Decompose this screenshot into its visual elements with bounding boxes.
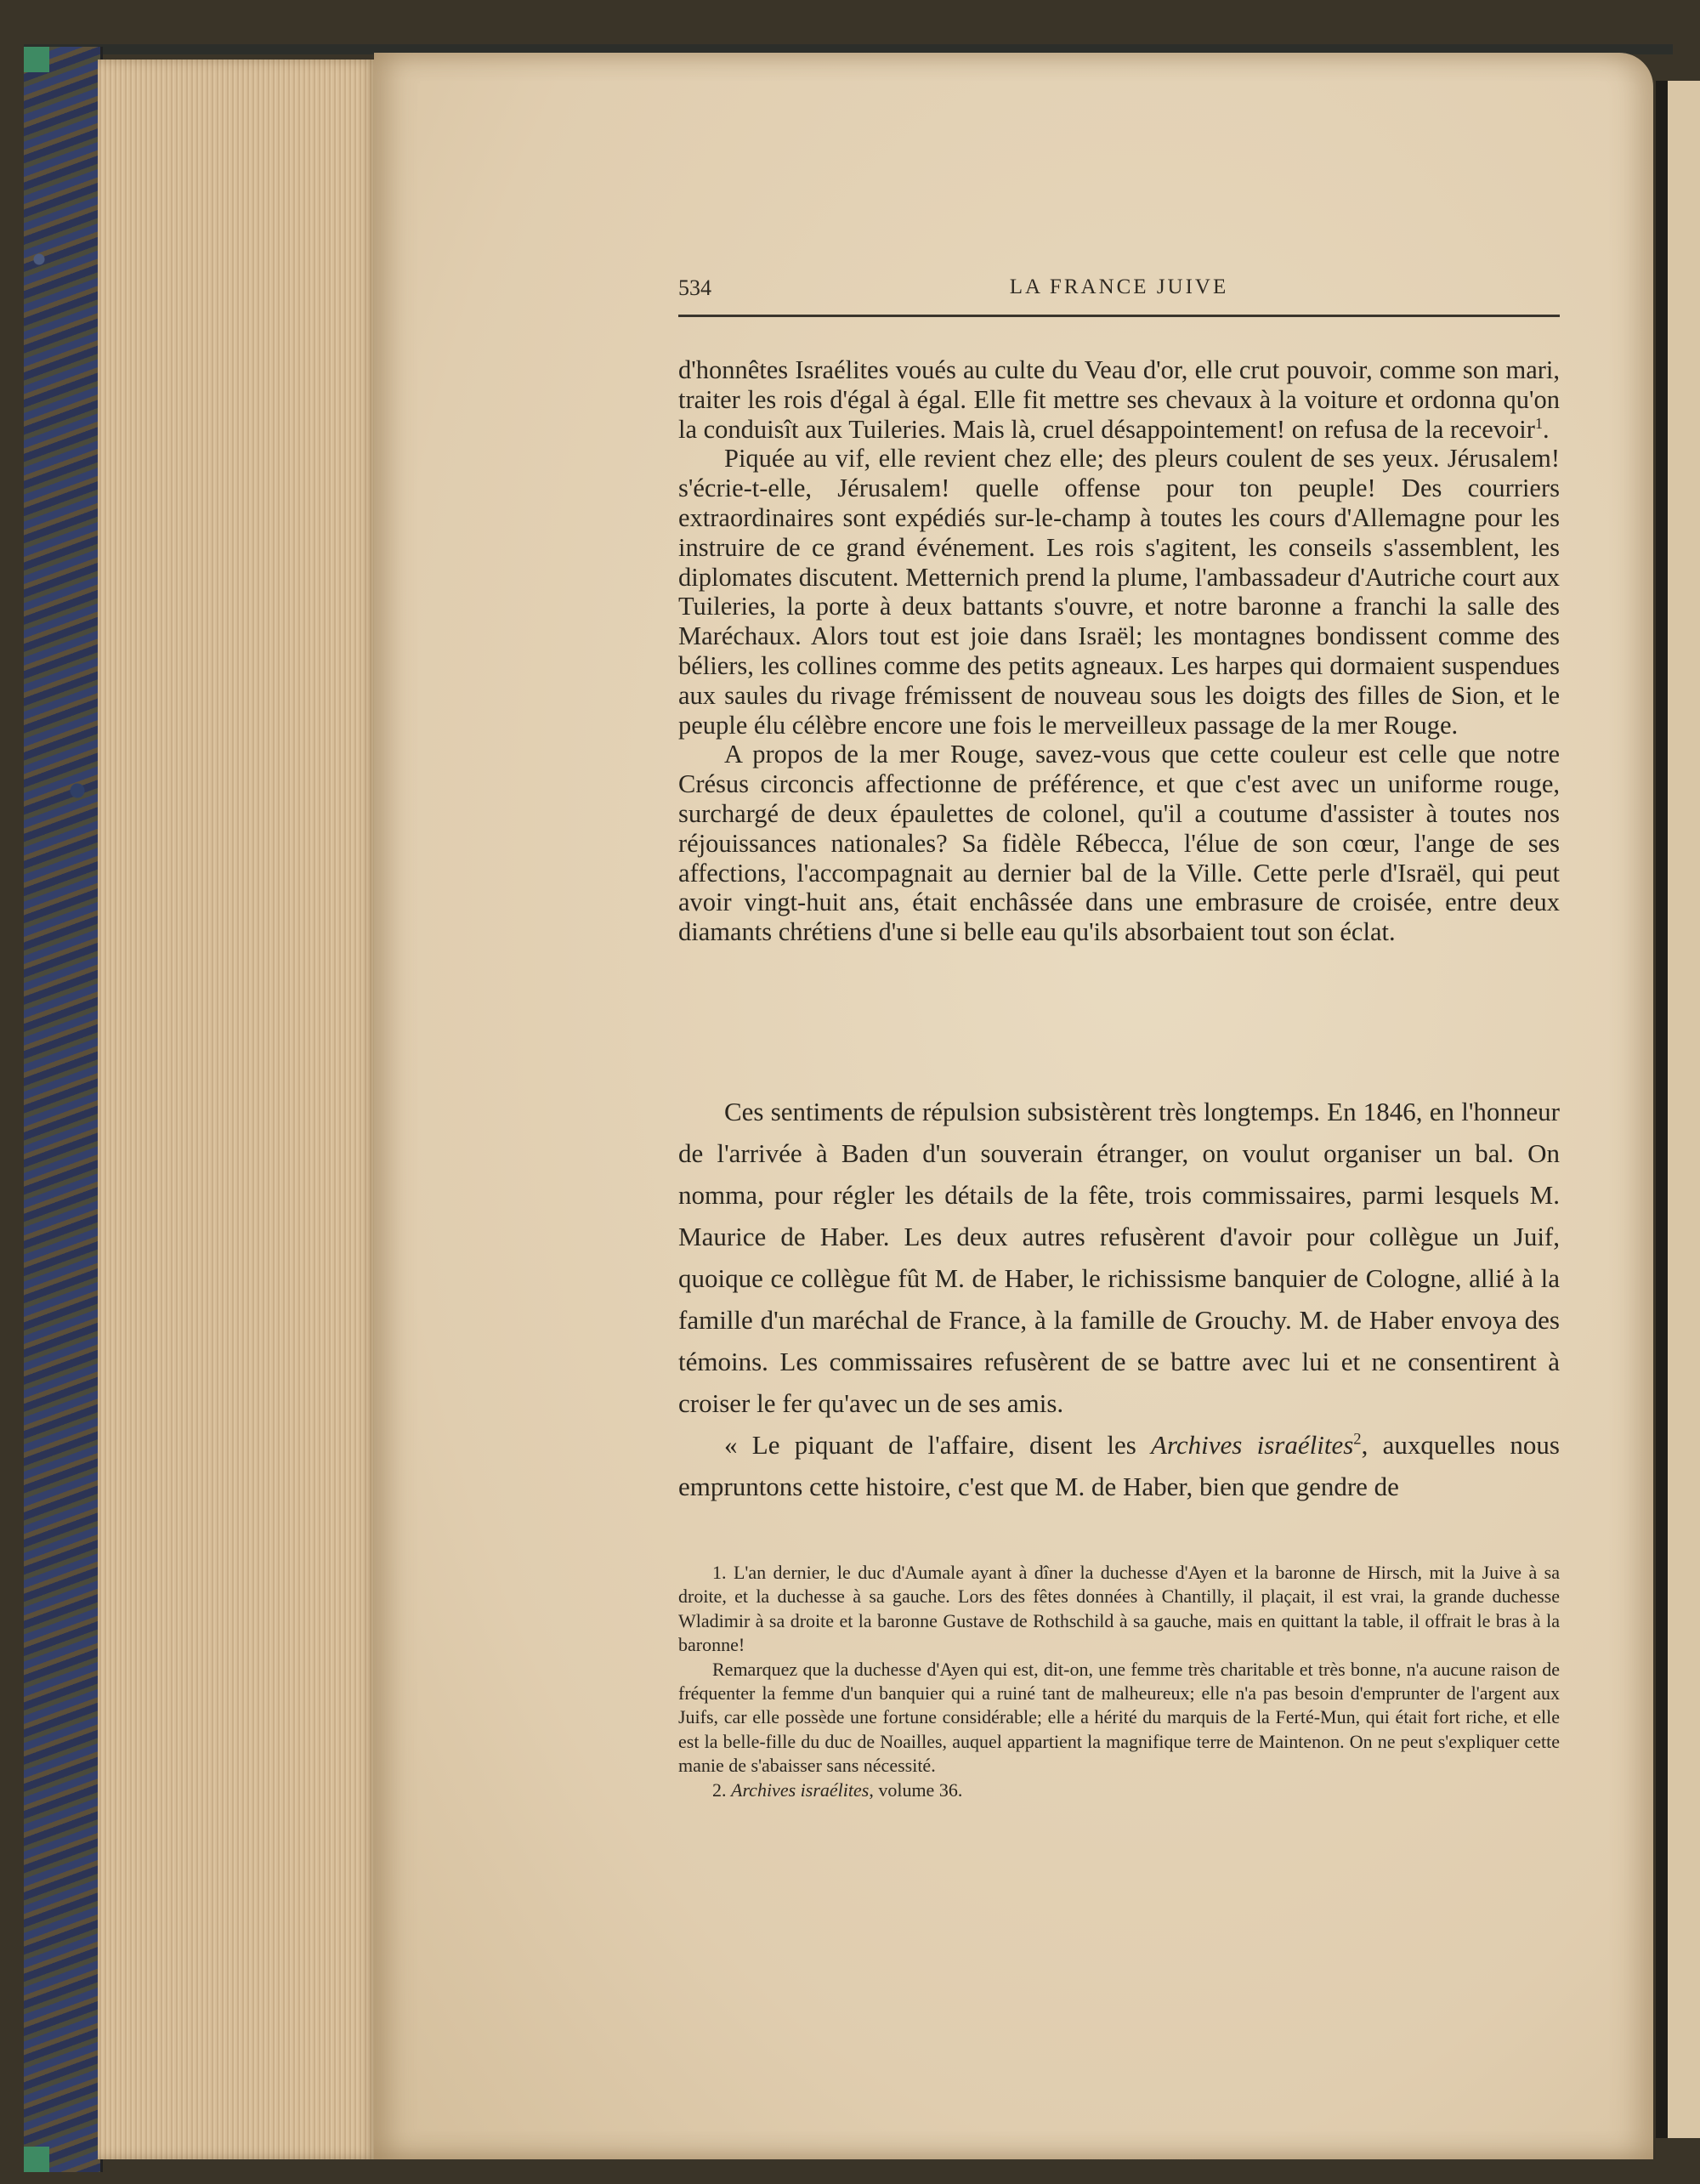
footnotes [678,1561,1560,1802]
footnote: 1. L'an dernier, le duc d'Aumale ayant à dîner la duchesse d'Ayen et la baronne de Hirsch, mit la Juive à sa droite, et la duchesse à sa gauche. Lors des fêtes données à Chantilly, il plaçait, il est vrai, la grande duchesse Wladimir à sa droite et la baronne Gustave de Rothschild à sa gauche, mais en quittant la table, il offrait le bras à la baronne! [678,1562,1560,1656]
marbled-binding [24,47,103,2172]
footnote: Remarquez que la duchesse d'Ayen qui est, dit-on, une femme très charitable et très bonne, n'a aucune raison de fréquenter la femme d'un banquier qui a ruiné tant de malheureux; elle n'a pas besoin d'emprunter de l'argent aux Juifs, car elle possède une fortune considérable; elle a hérité du marquis de la Ferté-Mun, qui était fort riche, et elle est la belle-fille du duc de Noailles, auquel appartient la magnifique terre de Maintenon. On ne peut s'expliquer cette manie de s'abaisser sans nécessité. [678,1658,1560,1777]
paragraph: d'honnêtes Israélites voués au culte du Veau d'or, elle crut pouvoir, comme son mari, traiter les rois d'égal à égal. Elle fit mettre ses chevaux à la voiture et ordonna qu'on la conduisît aux Tuileries. Mais là, cruel désappointement! on refusa de la recevoir$^1$. [678,355,1560,444]
footnote [678,1778,1560,1802]
paragraph-text: « Le piquant de l'affaire, disent les [724,1430,1152,1460]
paragraph-text: d'honnêtes Israélites voués au culte du Veau d'or, elle crut pouvoir, comme son mari, traiter les rois d'égal à égal. Elle fit mettre ses chevaux à la voiture et ordonna qu'on la conduisît aux Tuileries. Mais là, cruel désappointement! on refusa de la recevoir [678,355,1560,444]
page-number: 534 [678,275,711,300]
italic-title: Archives israélites [731,1778,870,1801]
paragraph-text: , auxquelles nous empruntons cette histoire, c'est que M. de Haber, bien que gendre de [678,1430,1560,1501]
running-header [678,270,1560,317]
facing-page-edge [1656,81,1700,2138]
footnote-ref: 1 [1534,414,1544,432]
cover-corner [24,2147,49,2172]
italic-title: Archives israélites [1151,1430,1354,1460]
footnote-number: 2. [712,1778,731,1801]
page-block-edge [98,60,378,2159]
cover-corner [24,47,49,72]
paragraph: A propos de la mer Rouge, savez-vous que cette couleur est celle que notre Crésus circoncis affectionne de préférence, et que c'est avec un uniforme rouge, surchargé de deux épaulettes de colonel, qu'il a coutume d'assister à toutes nos réjouissances nationales? Sa fidèle Rébecca, l'élue de son cœur, l'ange de ses affections, l'accompagnait au dernier bal de la Ville. Cette perle d'Israël, qui peut avoir vingt-huit ans, était enchâssée dans une embrasure de croisée, entre deux diamants chrétiens d'une si belle eau qu'ils absorbaient tout son éclat. [678,740,1560,947]
quoted-passage [678,355,1560,947]
paragraph: Piquée au vif, elle revient chez elle; des pleurs coulent de ses yeux. Jérusalem! s'écrie-t-elle, Jérusalem! quelle offense pour ton peuple! Des courriers extraordinaires sont expédiés sur-le-champ à toutes les cours d'Allemagne pour les instruire de ce grand événement. Les rois s'agitent, les conseils s'assemblent, les diplomates discutent. Metternich prend la plume, l'ambassadeur d'Autriche court aux Tuileries, la porte à deux battants s'ouvre, et notre baronne a franchi la salle des Maréchaux. Alors tout est joie dans Israël; les montagnes bondissent comme des béliers, les collines comme des petits agneaux. Les harpes qui dormaient suspendues aux saules du rivage frémissent de nouveau sous les doigts des filles de Sion, et le peuple élu célèbre encore une fois le merveilleux passage de la mer Rouge. [678,444,1560,740]
paragraph [678,1424,1560,1507]
paragraph: Ces sentiments de répulsion subsistèrent très longtemps. En 1846, en l'honneur de l'arrivée à Baden d'un souverain étranger, on voulut organiser un bal. On nomma, pour régler les détails de la fête, trois commissaires, parmi lesquels M. Maurice de Haber. Les deux autres refusèrent d'avoir pour collègue un Juif, quoique ce collègue fût M. de Haber, le richissisme banquier de Cologne, allié à la famille d'un maréchal de France, à la famille de Grouchy. M. de Haber envoya des témoins. Les commissaires refusèrent de se battre avec lui et ne consentirent à croiser le fer qu'avec un de ses amis. [678,1097,1560,1418]
main-text [678,1091,1560,1507]
footnote-text: , volume 36. [869,1778,963,1801]
footnote-ref: 2 [1353,1430,1362,1449]
running-title: LA FRANCE JUIVE [1009,275,1229,298]
